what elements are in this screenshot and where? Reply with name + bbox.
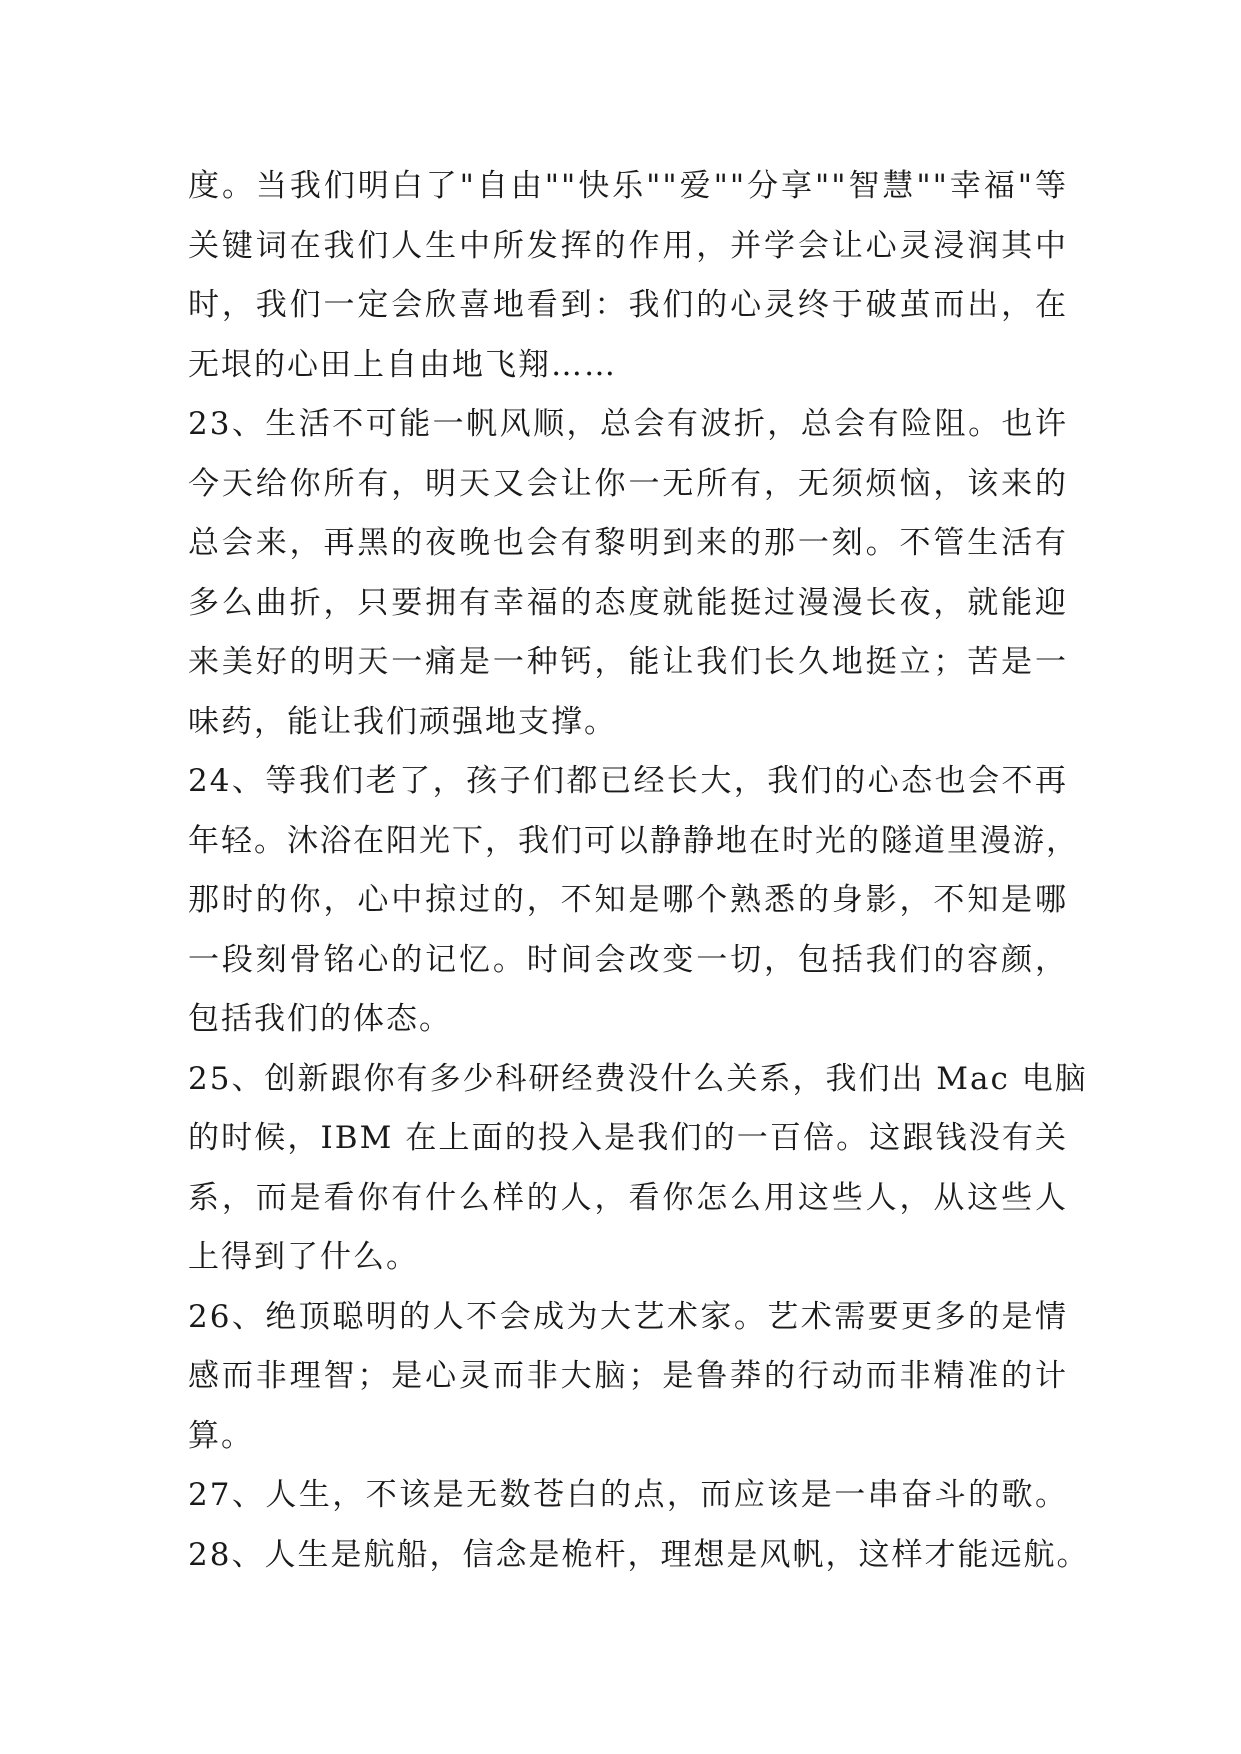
text-line: 24、等我们老了，孩子们都已经长大，我们的心态也会不再 [188,763,1068,799]
text-line: 味药，能让我们顽强地支撑。 [188,703,617,740]
text-line: 25、创新跟你有多少科研经费没什么关系，我们出 Mac 电脑 [188,1060,1088,1097]
text-line: 28、人生是航船，信念是桅杆，理想是风帆，这样才能远航。 [188,1536,1090,1573]
text-line: 时，我们一定会欣喜地看到：我们的心灵终于破茧而出，在 [188,287,1068,323]
text-line: 26、绝顶聪明的人不会成为大艺术家。艺术需要更多的是情 [188,1298,1068,1335]
text-line: 系，而是看你有什么样的人，看你怎么用这些人，从这些人 [188,1179,1068,1216]
text-line: 年轻。沐浴在阳光下，我们可以静静地在时光的隧道里漫游， [188,822,1079,859]
text-line: 感而非理智；是心灵而非大脑；是鲁莽的行动而非精准的计 [188,1358,1068,1394]
text-line: 无垠的心田上自由地飞翔…… [188,346,617,383]
text-line: 总会来，再黑的夜晚也会有黎明到来的那一刻。不管生活有 [188,525,1068,561]
text-line: 关键词在我们人生中所发挥的作用，并学会让心灵浸润其中 [188,227,1068,264]
text-line: 的时候，IBM 在上面的投入是我们的一百倍。这跟钱没有关 [188,1120,1068,1156]
text-line: 一段刻骨铭心的记忆。时间会改变一切，包括我们的容颜， [188,941,1068,978]
text-line: 包括我们的体态。 [188,1001,452,1037]
text-line: 27、人生，不该是无数苍白的点，而应该是一串奋斗的歌。 [188,1477,1068,1513]
text-line: 23、生活不可能一帆风顺，总会有波折，总会有险阻。也许 [188,406,1068,442]
document-body [188,157,1090,1585]
text-line: 那时的你，心中掠过的，不知是哪个熟悉的身影，不知是哪 [188,882,1068,918]
text-line: 算。 [188,1417,254,1454]
text-line: 来美好的明天一痛是一种钙，能让我们长久地挺立；苦是一 [188,644,1068,680]
text-line: 多么曲折，只要拥有幸福的态度就能挺过漫漫长夜，就能迎 [188,584,1068,621]
text-line: 度。当我们明白了"自由""快乐""爱""分享""智慧""幸福"等 [188,168,1068,204]
text-line: 今天给你所有，明天又会让你一无所有，无须烦恼，该来的 [188,465,1068,502]
text-line: 上得到了什么。 [188,1239,419,1275]
